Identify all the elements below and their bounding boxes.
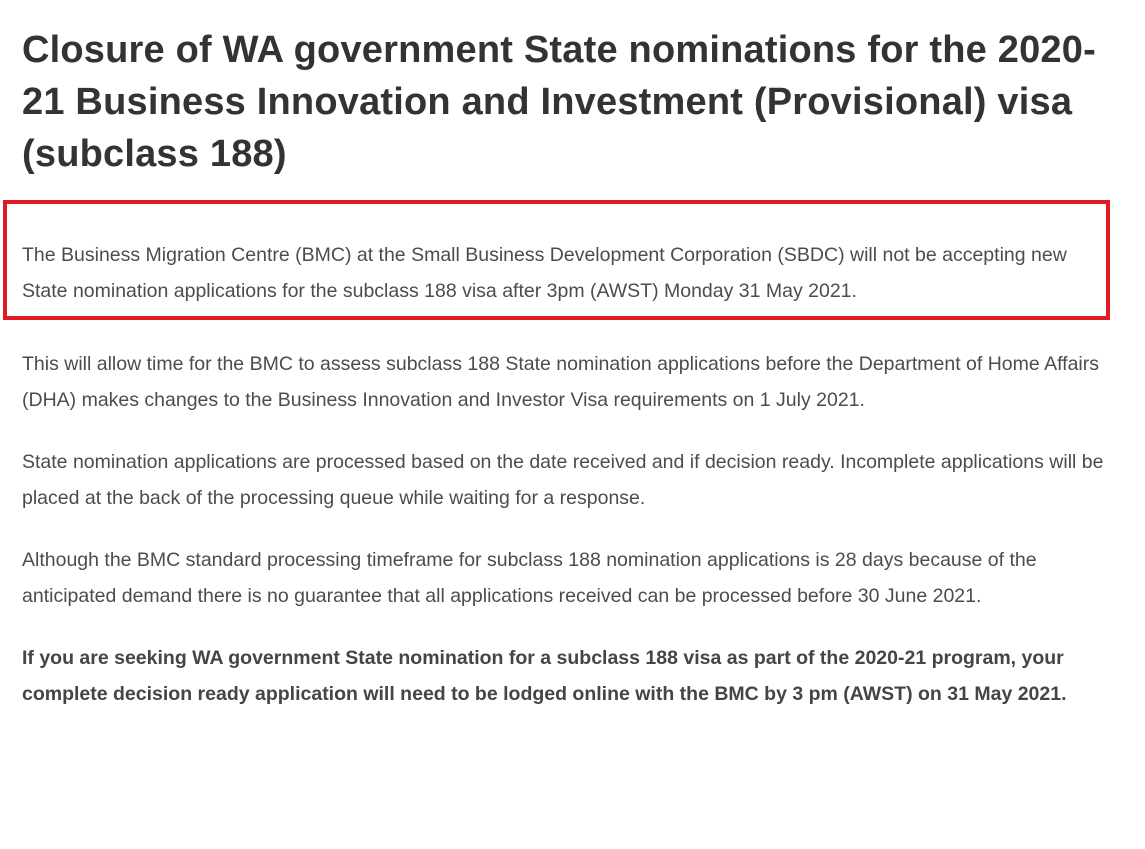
page-title: Closure of WA government State nominations for the 2020-21 Business Innovation and Investment (Provisional) visa (subclass 188) [22, 29, 1096, 175]
body-paragraph-timeframe: Although the BMC standard processing timeframe for subclass 188 nomination applications is 28 days because of the anticipated demand there is no guarantee that all applications received can be processed before 30 June 2021. [22, 549, 1037, 607]
body-paragraph-processing-order: State nomination applications are processed based on the date received and if decision ready. Incomplete applications will be placed at the back of the processing queue while waiting for a response. [22, 451, 1104, 509]
highlighted-notice-paragraph: The Business Migration Centre (BMC) at the Small Business Development Corporation (SBDC) will not be accepting new State nomination applications for the subclass 188 visa after 3pm (AWST) Monday 31 May 2021. [22, 244, 1067, 302]
highlighted-notice-box [3, 200, 1110, 320]
deadline-paragraph-bold: If you are seeking WA government State nomination for a subclass 188 visa as part of the 2020-21 program, your complete decision ready application will need to be lodged online with the BMC by 3 pm (AWST) on 31 May 2021. [22, 647, 1067, 705]
article-content [0, 24, 1145, 712]
body-paragraph-assessment-time: This will allow time for the BMC to assess subclass 188 State nomination applications before the Department of Home Affairs (DHA) makes changes to the Business Innovation and Investor Visa requirements on 1 July 2021. [22, 353, 1099, 411]
